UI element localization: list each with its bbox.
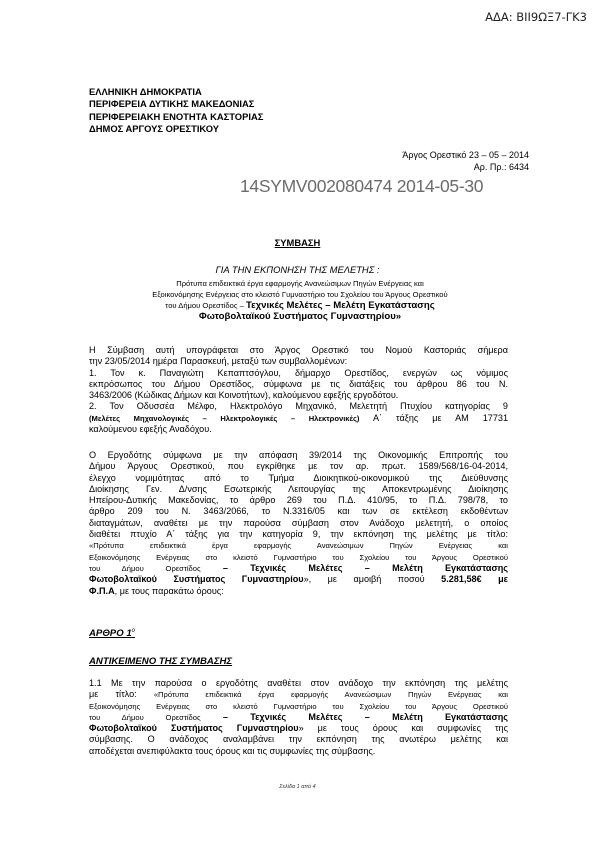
header-line: ΠΕΡΙΦΕΡΕΙΑ ΔΥΤΙΚΗΣ ΜΑΚΕΔΟΝΙΑΣ: [89, 98, 255, 110]
diavgeia-code: 14SYMV002080474 2014-05-30: [240, 176, 484, 196]
intro-line-rest: Α΄ τάξης με ΑΜ 17731: [359, 412, 508, 423]
para-line: Διοίκησης Γεν. Δ/νσης Εσωτερικής Λειτουργίας της Αποκεντρωμένης Διοίκησης: [89, 483, 508, 494]
para-line-mid: », με αμοιβή ποσού: [303, 574, 442, 585]
project-line: Πρότυπα επιδεικτικά έργα εφαρμογής Ανανεώσιμων Πηγών Ενέργειας και: [176, 279, 424, 288]
intro-line: 3463/2006 (Κώδικας Δήμων και Κοινοτήτων), καλούμενου εφεξής εργοδότου.: [89, 390, 399, 401]
issuer-header: [89, 86, 263, 136]
vat-label: Φ.Π.Α: [89, 585, 115, 596]
art-line-bold: Φωτοβολταϊκού Συστήματος Γυμναστηρίου: [89, 723, 299, 734]
art-line-small: του Δήμου Ορεστίδος: [89, 712, 201, 722]
place-date-block: [402, 149, 529, 173]
article-number: ΑΡΘΡΟ 1: [89, 628, 132, 640]
art-line: σύμβασης. Ο ανάδοχος αναλαμβάνει την εκπόνηση της ανωτέρω μελέτης και: [89, 734, 508, 745]
para-line-bold: – Τεχνικές Μελέτες – Μελέτη Εγκατάστασης: [222, 562, 508, 573]
para-line: Ηπείρου-Δυτικής Μακεδονίας, το άρθρο 269 του Π.Δ. 410/95, το Π.Δ. 798/78, το: [89, 495, 508, 506]
article-heading: [89, 628, 135, 639]
header-line: ΕΛΛΗΝΙΚΗ ΔΗΜΟΚΡΑΤΙΑ: [89, 86, 202, 97]
place-date: Άργος Ορεστικό 23 – 05 – 2014: [402, 150, 529, 160]
para-line: Δήμου Άργους Ορεστικού, που εγκρίθηκε με τον αρ. πρωτ. 1589/568/16-04-2014,: [89, 461, 508, 472]
para-line: έλεγχο νομιμότητας από το Τμήμα Διοικητικού-οικονομικού της Διεύθυνσης: [89, 472, 508, 483]
document-title: ΣΥΜΒΑΣΗ: [274, 237, 321, 248]
art-line-small: «Πρότυπα επιδεικτικά έργα εφαρμογής Ανανεώσιμων Πηγών Ενέργειας και: [153, 690, 508, 700]
project-line-bold: Τεχνικές Μελέτες – Μελέτη Εγκατάστασης: [245, 300, 435, 311]
article-title: ΑΝΤΙΚΕΙΜΕΝΟ ΤΗΣ ΣΥΜΒΑΣΗΣ: [89, 656, 233, 667]
art-line-start: με τίτλο:: [89, 689, 154, 700]
intro-line: 2. Τον Οδυσσέα Μέλφο, Ηλεκτρολόγο Μηχανικό, Μελετητή Πτυχίου κατηγορίας 9: [89, 401, 508, 412]
intro-line: την 23/05/2014 ημέρα Παρασκευή, μεταξύ των συμβαλλομένων:: [89, 356, 348, 367]
para-line: άρθρο 209 του Ν. 3463/2066, το Ν.3316/05 και των σε εκτέλεση εκδοθέντων: [89, 506, 508, 517]
intro-section: [89, 345, 508, 435]
project-title-block: [80, 278, 520, 322]
intro-line: Η Σύμβαση αυτή υπογράφεται στο Άργος Ορεστικό του Νομού Καστοριάς σήμερα: [89, 345, 508, 355]
project-line: Εξοικονόμησης Ενέργειας στο κλειστό Γυμναστήριο του Σχολείου του Άργους Ορεστικού: [152, 290, 448, 299]
article-sup: ο: [131, 628, 135, 634]
para-line: Εξοικονόμησης Ενέργειας στο κλειστό Γυμναστήριο του Σχολείου του Άργους Ορεστικού: [89, 552, 508, 562]
art-line-bold: – Τεχνικές Μελέτες – Μελέτη Εγκατάστασης: [222, 711, 508, 722]
art-line: Εξοικονόμησης Ενέργειας στο κλειστό Γυμναστήριο του Σχολείου του Άργους Ορεστικού: [89, 701, 508, 711]
para-line: διαθέτει πτυχίο Α΄ τάξης για την κατηγορία 9, την εκπόνηση της μελέτης με τίτλο:: [89, 529, 508, 540]
fee-amount: 5.281,58€ με: [441, 574, 508, 585]
intro-line: καλούμενου εφεξής Αναδόχου.: [89, 424, 212, 435]
art-line: [89, 712, 508, 723]
study-category: (Μελέτες Μηχανολογικές – Ηλεκτρολογικές – Ηλεκτρονικές): [89, 413, 360, 423]
para-line: διαταγμάτων, αναθέτει με την παρούσα σύμβαση στον Ανάδοχο μελετητή, ο οποίος: [89, 517, 508, 528]
project-line: Φωτοβολταϊκού Συστήματος Γυμναστηρίου»: [198, 311, 402, 322]
art-line: 1.1 Με την παρούσα ο εργοδότης αναθέτει στον ανάδοχο την εκπόνηση της μελέτης: [89, 678, 508, 688]
art-line: [89, 723, 508, 734]
para-line: «Πρότυπα επιδεικτικά έργα εφαρμογής Ανανεώσιμων Πηγών Ενέργειας και: [89, 541, 508, 551]
ada-code: ΑΔΑ: ΒΙΙ9ΩΞ7-ΓΚ3: [485, 10, 587, 24]
para-line-bold: Φωτοβολταϊκού Συστήματος Γυμναστηρίου: [89, 574, 304, 585]
document-subtitle: ΓΙΑ ΤΗΝ ΕΚΠΟΝΗΣΗ ΤΗΣ ΜΕΛΕΤΗΣ :: [215, 264, 380, 275]
header-line: ΠΕΡΙΦΕΡΕΙΑΚΗ ΕΝΟΤΗΤΑ ΚΑΣΤΟΡΙΑΣ: [89, 110, 264, 122]
intro-line: 1. Τον κ. Παναγιώτη Κεπαπτσόγλου, δήμαρχο Ορεστίδος, ενεργών ως νόμιμος: [89, 367, 508, 378]
protocol-number: Αρ. Πρ.: 6434: [473, 162, 529, 172]
para-line: [89, 574, 508, 585]
award-paragraph: [89, 450, 508, 597]
art-line: [89, 689, 508, 700]
para-line-small: του Δήμου Ορεστίδος: [89, 563, 201, 573]
art-line-rest: » με τους όρους και συμφωνίες της: [298, 723, 508, 734]
header-line: ΔΗΜΟΣ ΑΡΓΟΥΣ ΟΡΕΣΤΙΚΟΥ: [89, 123, 220, 135]
intro-line: [89, 413, 508, 424]
para-line: Ο Εργοδότης σύμφωνα με την απόφαση 39/2014 της Οικονομικής Επιτροπής του: [89, 450, 508, 460]
project-line: [80, 300, 520, 311]
intro-line: εκπρόσωπος του Δήμου Ορεστίδος, σύμφωνα με τις διατάξεις του άρθρου 86 του Ν.: [89, 378, 508, 389]
project-line-small: του Δήμου Ορεστίδος –: [165, 301, 246, 310]
art-line: αποδέχεται ανεπιφύλακτα τους όρους και τις συμφωνίες της σύμβασης.: [89, 745, 376, 756]
para-line: [89, 563, 508, 574]
article-1-body: [89, 678, 508, 757]
para-line-rest: , με τους παρακάτω όρους:: [114, 585, 224, 596]
page-footer: Σελίδα 1 από 4: [279, 784, 316, 790]
para-line: [89, 586, 508, 597]
